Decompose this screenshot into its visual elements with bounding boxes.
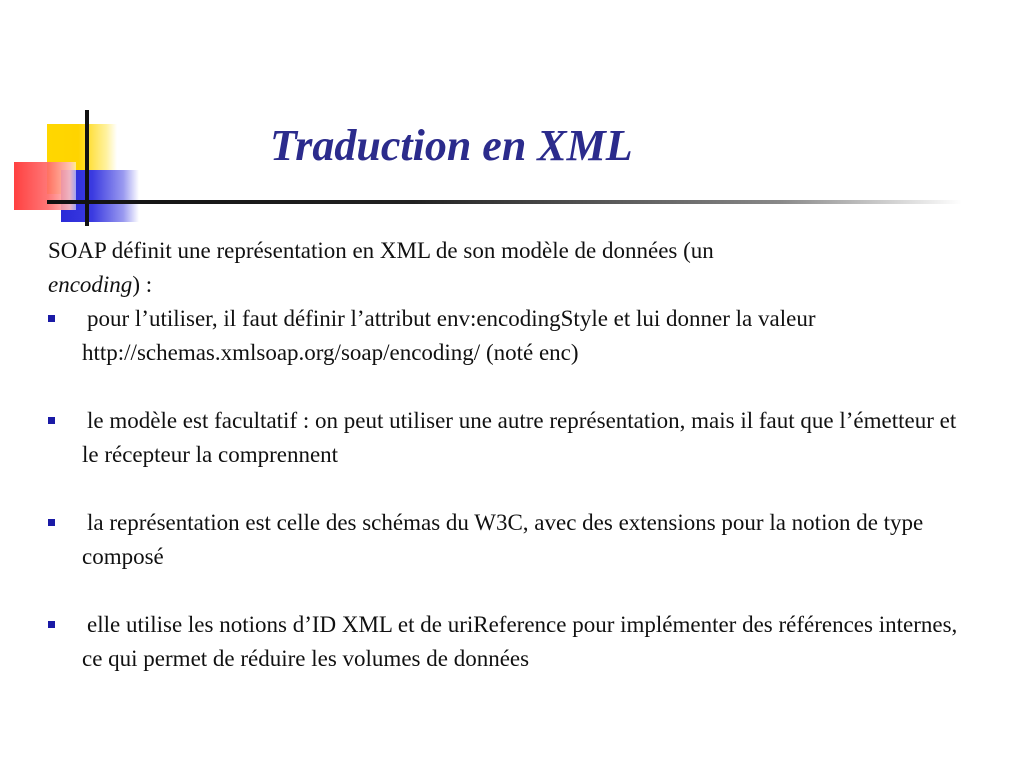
square-bullet-icon: [48, 417, 55, 424]
bullet-item: [48, 404, 978, 472]
intro-text: SOAP définit une représentation en XML de son modèle de données (un: [48, 238, 714, 263]
bullet-item: [48, 608, 978, 676]
bullet-text: pour l’utiliser, il faut définir l’attribut env:encodingStyle et lui donner la valeur http://schemas.xmlsoap.org/soap/encoding/ (noté enc): [82, 306, 816, 365]
square-bullet-icon: [48, 519, 55, 526]
bullet-text: la représentation est celle des schémas du W3C, avec des extensions pour la notion de type composé: [82, 510, 924, 569]
bullet-text: elle utilise les notions d’ID XML et de uriReference pour implémenter des références internes, ce qui permet de réduire les volumes de données: [82, 612, 958, 671]
vertical-rule: [85, 110, 89, 226]
slide-content: [48, 234, 978, 676]
bullet-list: [48, 302, 978, 676]
bullet-item: [48, 506, 978, 574]
intro-emphasis: encoding: [48, 272, 133, 297]
square-bullet-icon: [48, 621, 55, 628]
square-bullet-icon: [48, 315, 55, 322]
intro-paragraph: [48, 234, 978, 302]
decorative-logo: [0, 0, 160, 240]
bullet-text: le modèle est facultatif : on peut utiliser une autre représentation, mais il faut que l’émetteur et le récepteur la comprennent: [82, 408, 957, 467]
title-underline: [47, 200, 962, 204]
intro-end: ) :: [132, 272, 153, 297]
slide-title: Traduction en XML: [270, 121, 633, 170]
bullet-item: [48, 302, 978, 370]
